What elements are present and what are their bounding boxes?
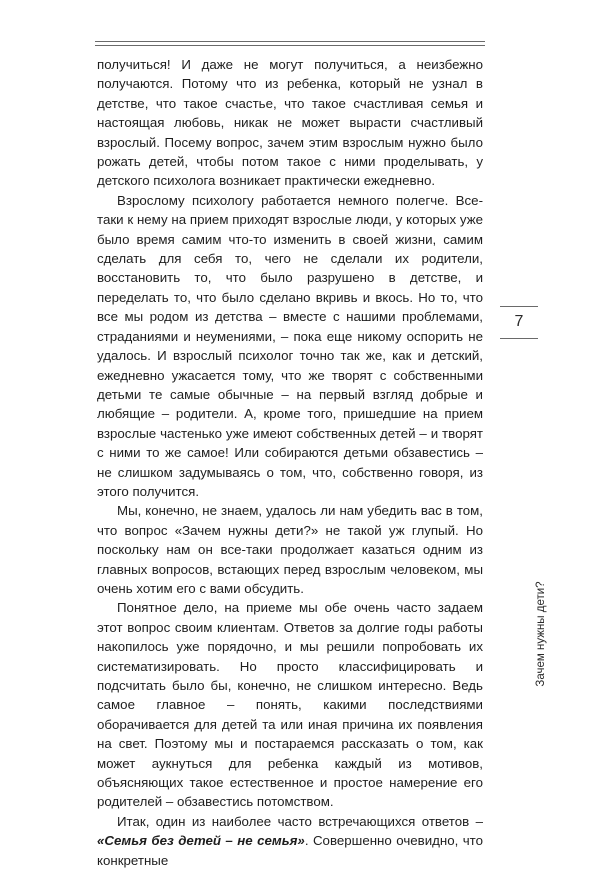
paragraph: [97, 812, 483, 870]
paragraph-text: . Совершенно очевидно, что конкретные: [97, 833, 484, 868]
page-number-rule-bottom: [500, 338, 538, 339]
page-number-rule-top: [500, 306, 538, 307]
paragraph: Понятное дело, на приеме мы обе очень часто задаем этот вопрос своим клиентам. Ответов за долгие годы работы накопилось уже порядочно, и мы решили попробовать их систематизировать. Но просто классифицировать и подсчитать было бы, конечно, не слишком интересно. Ведь самое главное – понять, какими последствиями оборачивается для детей та или иная причина их появления на свет. Поэтому мы и постараемся рассказать о том, как может аукнуться для ребенка каждый из мотивов, объясняющих такое естественное и простое намерение его родителей – обзавестись потомством.: [97, 600, 483, 810]
paragraph: Мы, конечно, не знаем, удалось ли нам убедить вас в том, что вопрос «Зачем нужны дети?» не такой уж глупый. Но поскольку нам он все-таки продолжает казаться одним из главных вопросов, встающих перед взрослым человеком, мы очень хотим его с вами обсудить.: [97, 503, 483, 596]
running-head: Зачем нужны дети?: [535, 581, 547, 687]
top-rule: [95, 41, 485, 46]
page-number: 7: [514, 313, 524, 330]
body-text: [97, 55, 483, 870]
paragraph: получиться! И даже не могут получиться, а неизбежно получаются. Потому что из ребенка, который не узнал в детстве, что такое счастье, что такое счастливая семья и настоящая любовь, никак не может вырасти счастливый взрослый. Посему вопрос, зачем этим взрослым нужно было рожать детей, чтобы потом такое с ними проделывать, у детского психолога возникает практически ежедневно.: [97, 57, 483, 189]
paragraph: Взрослому психологу работается немного полегче. Все-таки к нему на прием приходят взрослые люди, у которых уже было время самим что-то изменить в своей жизни, самим сделать для себя то, чего не сделали их родители, восстановить то, что было разрушено в детстве, и переделать то, что было сделано вкривь и вкось. Но то, что все мы родом из детства – вместе с нашими проблемами, страданиями и неумениями, – пока еще никому оспорить не удалось. И взрослый психолог точно так же, как и детский, ежедневно ужасается тому, что же творят с собственными детьми те самые обычные – на первый взгляд добрые и любящие – родители. А, кроме того, пришедшие на прием взрослые частенько уже имеют собственных детей – и творят с ними то же самое! Или собираются детьми обзавестись – не слишком задумываясь о том, что, собственно говоря, из этого получится.: [97, 192, 483, 499]
paragraph-text: Итак, один из наиболее часто встречающихся ответов –: [117, 813, 483, 829]
emphasized-quote: «Семья без детей – не семья»: [97, 833, 305, 849]
